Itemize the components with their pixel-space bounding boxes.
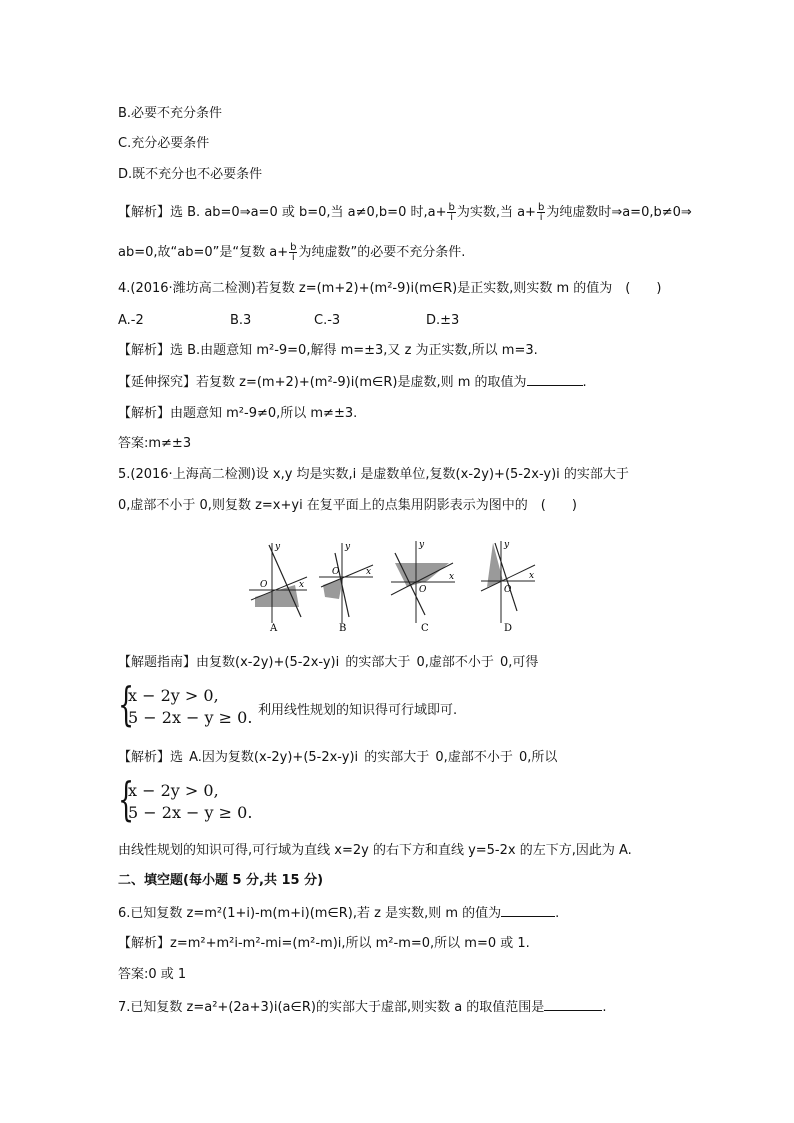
q3-solution-line2 [118,243,465,262]
sys-row1: x − 2y > 0, [128,781,219,800]
q4-ext-text: 【延伸探究】若复数 z=(m+2)+(m²-9)i(m∈R)是虚数,则 m 的取值为 [118,375,527,390]
q5-stem-line2: 0,虚部不小于 0,则复数 z=x+yi 在复平面上的点集用阴影表示为图中的 ( ) [118,498,577,513]
q4-choice-d: D.±3 [426,313,460,328]
q3-sol-part-a: 【解析】选 B. ab=0⇒a=0 或 b=0,当 a≠0,b=0 时,a+ [118,205,447,220]
q5-solution: 【解析】选 A.因为复数(x-2y)+(5-2x-y)i 的实部大于 0,虚部不小于 0,所以 [118,750,558,765]
q4-choice-a: A.-2 [118,313,144,328]
panel-d [481,540,535,634]
q6-solution: 【解析】z=m²+m²i-m²-mi=(m²-m)i,所以 m²-m=0,所以 m=0 或 1. [118,936,530,951]
option-c: C.充分必要条件 [118,136,210,151]
shaded-region-c [395,563,449,587]
y-label-c: y [419,540,425,550]
y-label-a: y [275,542,281,552]
q4-choice-b: B.3 [230,313,252,328]
panel-label-b: B [339,623,347,634]
q4-extension [118,373,587,392]
fraction-b-over-i [537,203,545,222]
q4-answer: 答案:m≠±3 [118,436,192,451]
frac-num: b [290,242,297,253]
frac-den: i [450,212,454,223]
panel-b [319,542,373,634]
q5-option-figures [235,535,555,635]
frac-num: b [537,202,545,213]
q4-solution: 【解析】选 B.由题意知 m²-9=0,解得 m=±3,又 z 为正实数,所以 m=3. [118,343,538,358]
left-brace: { [118,677,135,731]
origin-label-b: O [332,567,340,577]
q4-ext-solution: 【解析】由题意知 m²-9≠0,所以 m≠±3. [118,406,358,421]
frac-den: i [539,212,543,223]
q6-end: . [555,906,560,921]
panel-label-c: C [421,623,429,634]
system-rows [128,780,252,824]
q3-solution-line1 [118,203,692,222]
section-heading: 二、填空题(每小题 5 分,共 15 分) [118,873,324,888]
sys-row2: 5 − 2x − y ≥ 0. [128,708,253,727]
y-label-d: y [504,540,510,550]
panel-label-d: D [504,623,513,634]
panel-label-a: A [270,623,278,634]
q7-stem-text: 7.已知复数 z=a²+(2a+3)i(a∈R)的实部大于虚部,则实数 a 的取值范围是 [118,1000,545,1015]
answer-blank [527,373,583,386]
q6-stem [118,904,559,923]
q7-stem [118,998,606,1017]
x-label-a: x [299,580,305,590]
answer-blank [544,998,602,1011]
panel-a [249,542,307,634]
option-b: B.必要不充分条件 [118,106,223,121]
shaded-region-b [323,578,343,599]
q3-sol2-part-a: ab=0,故“ab=0”是“复数 a+ [118,245,289,260]
q4-choice-c: C.-3 [314,313,341,328]
q5-guide-tail: 利用线性规划的知识得可行域即可. [258,703,458,718]
fraction-b-over-i [447,203,455,222]
q5-stem-line1: 5.(2016·上海高二检测)设 x,y 均是实数,i 是虚数单位,复数(x-2y)+(5-2x-y)i 的实部大于 [118,467,629,482]
option-d: D.既不充分也不必要条件 [118,167,263,182]
sys-row2: 5 − 2x − y ≥ 0. [128,803,253,822]
system-rows [128,685,252,729]
fraction-b-over-i [289,243,297,262]
left-brace: { [118,772,135,826]
x-label-b: x [366,567,372,577]
sys-row1: x − 2y > 0, [128,686,219,705]
frac-num: b [448,202,455,213]
q7-end: . [602,1000,607,1015]
y-label-b: y [345,542,351,552]
q4-stem: 4.(2016·潍坊高二检测)若复数 z=(m+2)+(m²-9)i(m∈R)是正实数,则实数 m 的值为 ( ) [118,281,662,296]
q4-choices [118,312,459,330]
x-label-c: x [449,572,455,582]
origin-label-a: O [260,580,268,590]
q6-answer: 答案:0 或 1 [118,967,187,982]
q6-stem-text: 6.已知复数 z=m²(1+i)-m(m+i)(m∈R),若 z 是实数,则 m 的值为 [118,906,502,921]
line-5-2x-c [395,553,425,615]
q5-guide: 【解题指南】由复数(x-2y)+(5-2x-y)i 的实部大于 0,虚部不小于 0,可得 [118,655,539,670]
q5-conclusion: 由线性规划的知识可得,可行域为直线 x=2y 的右下方和直线 y=5-2x 的左下方,因此为 A. [118,843,632,858]
q4-ext-end: . [582,375,587,390]
q3-sol2-part-b: 为纯虚数”的必要不充分条件. [298,245,466,260]
x-label-d: x [529,571,535,581]
panel-c [391,540,455,634]
answer-blank [501,904,555,917]
frac-den: i [291,252,295,263]
q3-sol-part-b: 为实数,当 a+ [456,205,536,220]
origin-label-d: O [504,585,512,595]
q3-sol-part-c: 为纯虚数时⇒a=0,b≠0⇒ [546,205,692,220]
origin-label-c: O [419,585,427,595]
